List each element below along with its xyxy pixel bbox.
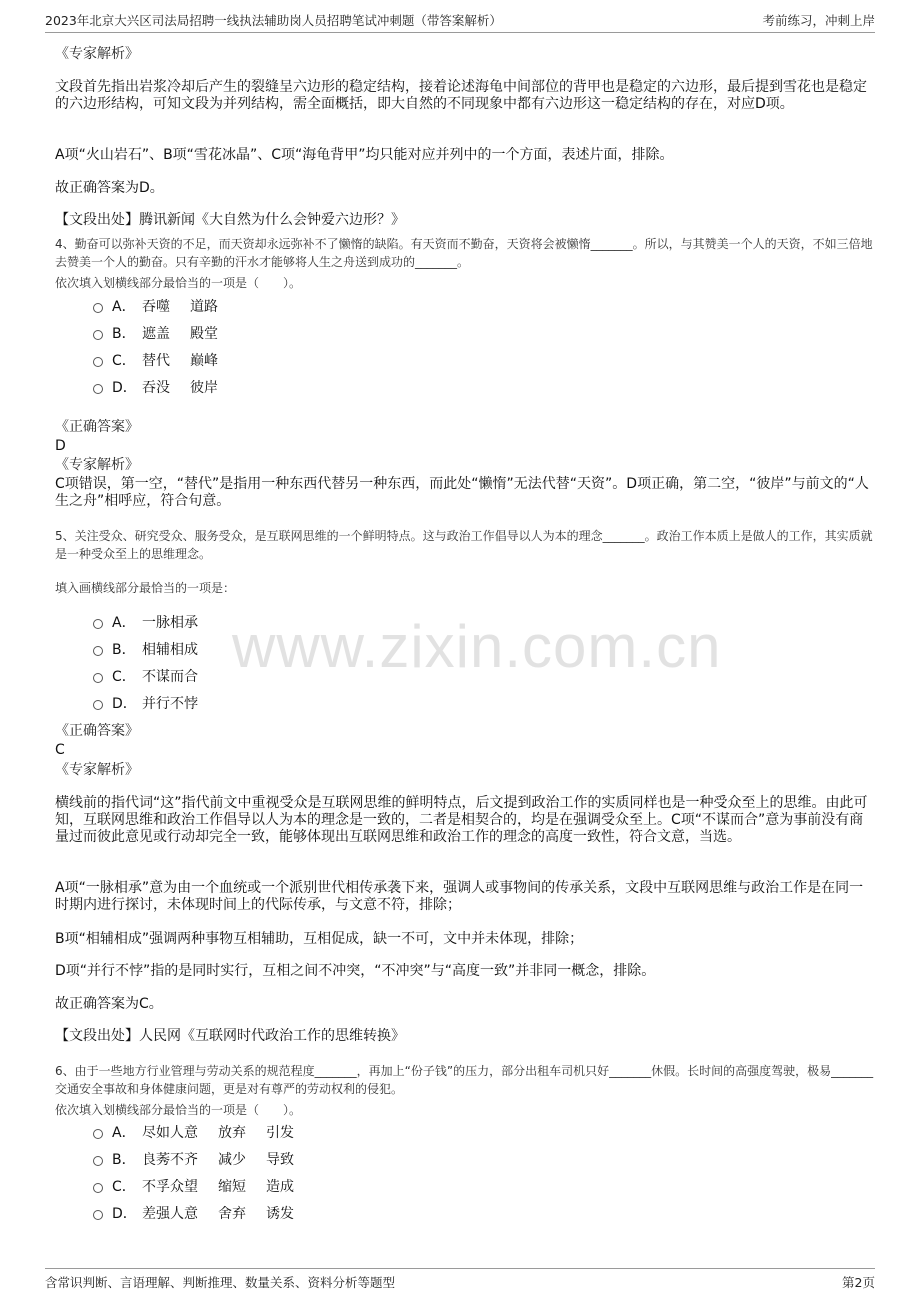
radio-icon[interactable] xyxy=(93,646,103,656)
q4-answer: D xyxy=(55,438,66,454)
q4-prompt: 依次填入划横线部分最恰当的一项是（ ）。 xyxy=(55,276,302,290)
q5-analysis-label: 《专家解析》 xyxy=(55,762,139,778)
q6-stem: 6、由于一些地方行业管理与劳动关系的规范程度_______，再加上“份子钱”的压力，部分出租车司机只好_______休假。长时间的高强度驾驶，极易_______交通安全事故和身体健康问题，更是对有尊严的劳动权利的侵犯。 xyxy=(55,1064,874,1096)
q5-option-b[interactable]: B． 相辅相成 xyxy=(93,635,218,662)
q3-analysis-text: 文段首先指出岩浆冷却后产生的裂缝呈六边形的稳定结构，接着论述海龟中间部位的背甲也是稳定的六边形，最后提到雪花也是稳定的六边形结构，可知文段为并列结构，需全面概括，即大自然的不同现象中都有六边形这一稳定结构的存在，对应D项。 xyxy=(55,79,867,112)
q5-answer: C xyxy=(55,742,65,758)
q6-options xyxy=(93,1118,314,1226)
q6-option-b[interactable]: B． 良莠不齐 减少 导致 xyxy=(93,1145,314,1172)
radio-icon[interactable] xyxy=(93,619,103,629)
q5-option-a[interactable]: A． 一脉相承 xyxy=(93,608,218,635)
radio-icon[interactable] xyxy=(93,384,103,394)
radio-icon[interactable] xyxy=(93,1183,103,1193)
q6-option-d[interactable]: D． 差强人意 舍弃 诱发 xyxy=(93,1199,314,1226)
radio-icon[interactable] xyxy=(93,673,103,683)
radio-icon[interactable] xyxy=(93,1156,103,1166)
q5-analysis-text: 横线前的指代词“这”指代前文中重视受众是互联网思维的鲜明特点，后文提到政治工作的实质同样也是一种受众至上的思维。由此可知，互联网思维和政治工作倡导以人为本的理念是一致的，二者是相契合的，均是在强调受众至上。C项“不谋而合”意为事前没有商量过而彼此意见或行动却完全一致，能够体现出互联网思维和政治工作的理念的高度一致性，符合文意，当选。 xyxy=(55,795,868,845)
q3-analysis-label: 《专家解析》 xyxy=(55,46,139,62)
q5-conclusion: 故正确答案为C。 xyxy=(55,996,163,1012)
q4-option-c[interactable]: C． 替代 巅峰 xyxy=(93,346,238,373)
watermark: www.zixin.com.cn xyxy=(232,613,722,680)
radio-icon[interactable] xyxy=(93,357,103,367)
q6-option-a[interactable]: A． 尽如人意 放弃 引发 xyxy=(93,1118,314,1145)
q5-prompt: 填入画横线部分最恰当的一项是： xyxy=(55,581,236,595)
q3-conclusion: 故正确答案为D。 xyxy=(55,180,164,196)
footer-topics: 含常识判断、言语理解、判断推理、数量关系、资料分析等题型 xyxy=(45,1275,396,1290)
page-number: 第2页 xyxy=(842,1275,875,1290)
q4-answer-label: 《正确答案》 xyxy=(55,419,139,435)
q4-option-a[interactable]: A． 吞噬 道路 xyxy=(93,292,238,319)
radio-icon[interactable] xyxy=(93,303,103,313)
radio-icon[interactable] xyxy=(93,1129,103,1139)
q4-option-b[interactable]: B． 遮盖 殿堂 xyxy=(93,319,238,346)
page-header xyxy=(45,6,875,33)
q5-options xyxy=(93,608,218,716)
document-title: 2023年北京大兴区司法局招聘一线执法辅助岗人员招聘笔试冲刺题（带答案解析） xyxy=(45,13,502,28)
radio-icon[interactable] xyxy=(93,330,103,340)
q5-option-b-analysis: B项“相辅相成”强调两种事物互相辅助，互相促成，缺一不可，文中并未体现，排除； xyxy=(55,931,584,947)
q5-answer-label: 《正确答案》 xyxy=(55,723,139,739)
q3-source: 【文段出处】腾讯新闻《大自然为什么会钟爱六边形？》 xyxy=(55,212,405,228)
q5-option-a-analysis: A项“一脉相承”意为由一个血统或一个派别世代相传承袭下来，强调人或事物间的传承关系，文段中互联网思维与政治工作是在同一时期内进行探讨，未体现时间上的代际传承，与文意不符，排除； xyxy=(55,880,864,913)
q4-analysis-label: 《专家解析》 xyxy=(55,457,139,473)
q4-analysis-text: C项错误，第一空，“替代”是指用一种东西代替另一种东西，而此处“懒惰”无法代替“天资”。D项正确，第二空，“彼岸”与前文的“人生之舟”相呼应，符合句意。 xyxy=(55,476,869,509)
q6-prompt: 依次填入划横线部分最恰当的一项是（ ）。 xyxy=(55,1103,302,1117)
q4-options xyxy=(93,292,238,400)
q4-option-d[interactable]: D． 吞没 彼岸 xyxy=(93,373,238,400)
page-footer xyxy=(45,1268,875,1290)
radio-icon[interactable] xyxy=(93,1210,103,1220)
q5-option-d[interactable]: D． 并行不悖 xyxy=(93,689,218,716)
q6-option-c[interactable]: C． 不孚众望 缩短 造成 xyxy=(93,1172,314,1199)
header-slogan: 考前练习，冲刺上岸 xyxy=(762,13,875,28)
radio-icon[interactable] xyxy=(93,700,103,710)
q4-stem: 4、勤奋可以弥补天资的不足，而天资却永远弥补不了懒惰的缺陷。有天资而不勤奋，天资将会被懒惰_______。所以，与其赞美一个人的天资，不如三倍地去赞美一个人的勤奋。只有辛勤的汗水才能够将人生之舟送到成功的_______。 xyxy=(55,237,873,269)
q5-stem: 5、关注受众、研究受众、服务受众，是互联网思维的一个鲜明特点。这与政治工作倡导以人为本的理念_______。政治工作本质上是做人的工作，其实质就是一种受众至上的思维理念。 xyxy=(55,529,873,561)
q5-option-d-analysis: D项“并行不悖”指的是同时实行，互相之间不冲突，“不冲突”与“高度一致”并非同一概念，排除。 xyxy=(55,963,656,979)
q5-source: 【文段出处】人民网《互联网时代政治工作的思维转换》 xyxy=(55,1028,405,1044)
q3-wrong-options-text: A项“火山岩石”、B项“雪花冰晶”、C项“海龟背甲”均只能对应并列中的一个方面，表述片面，排除。 xyxy=(55,147,674,163)
q5-option-c[interactable]: C． 不谋而合 xyxy=(93,662,218,689)
